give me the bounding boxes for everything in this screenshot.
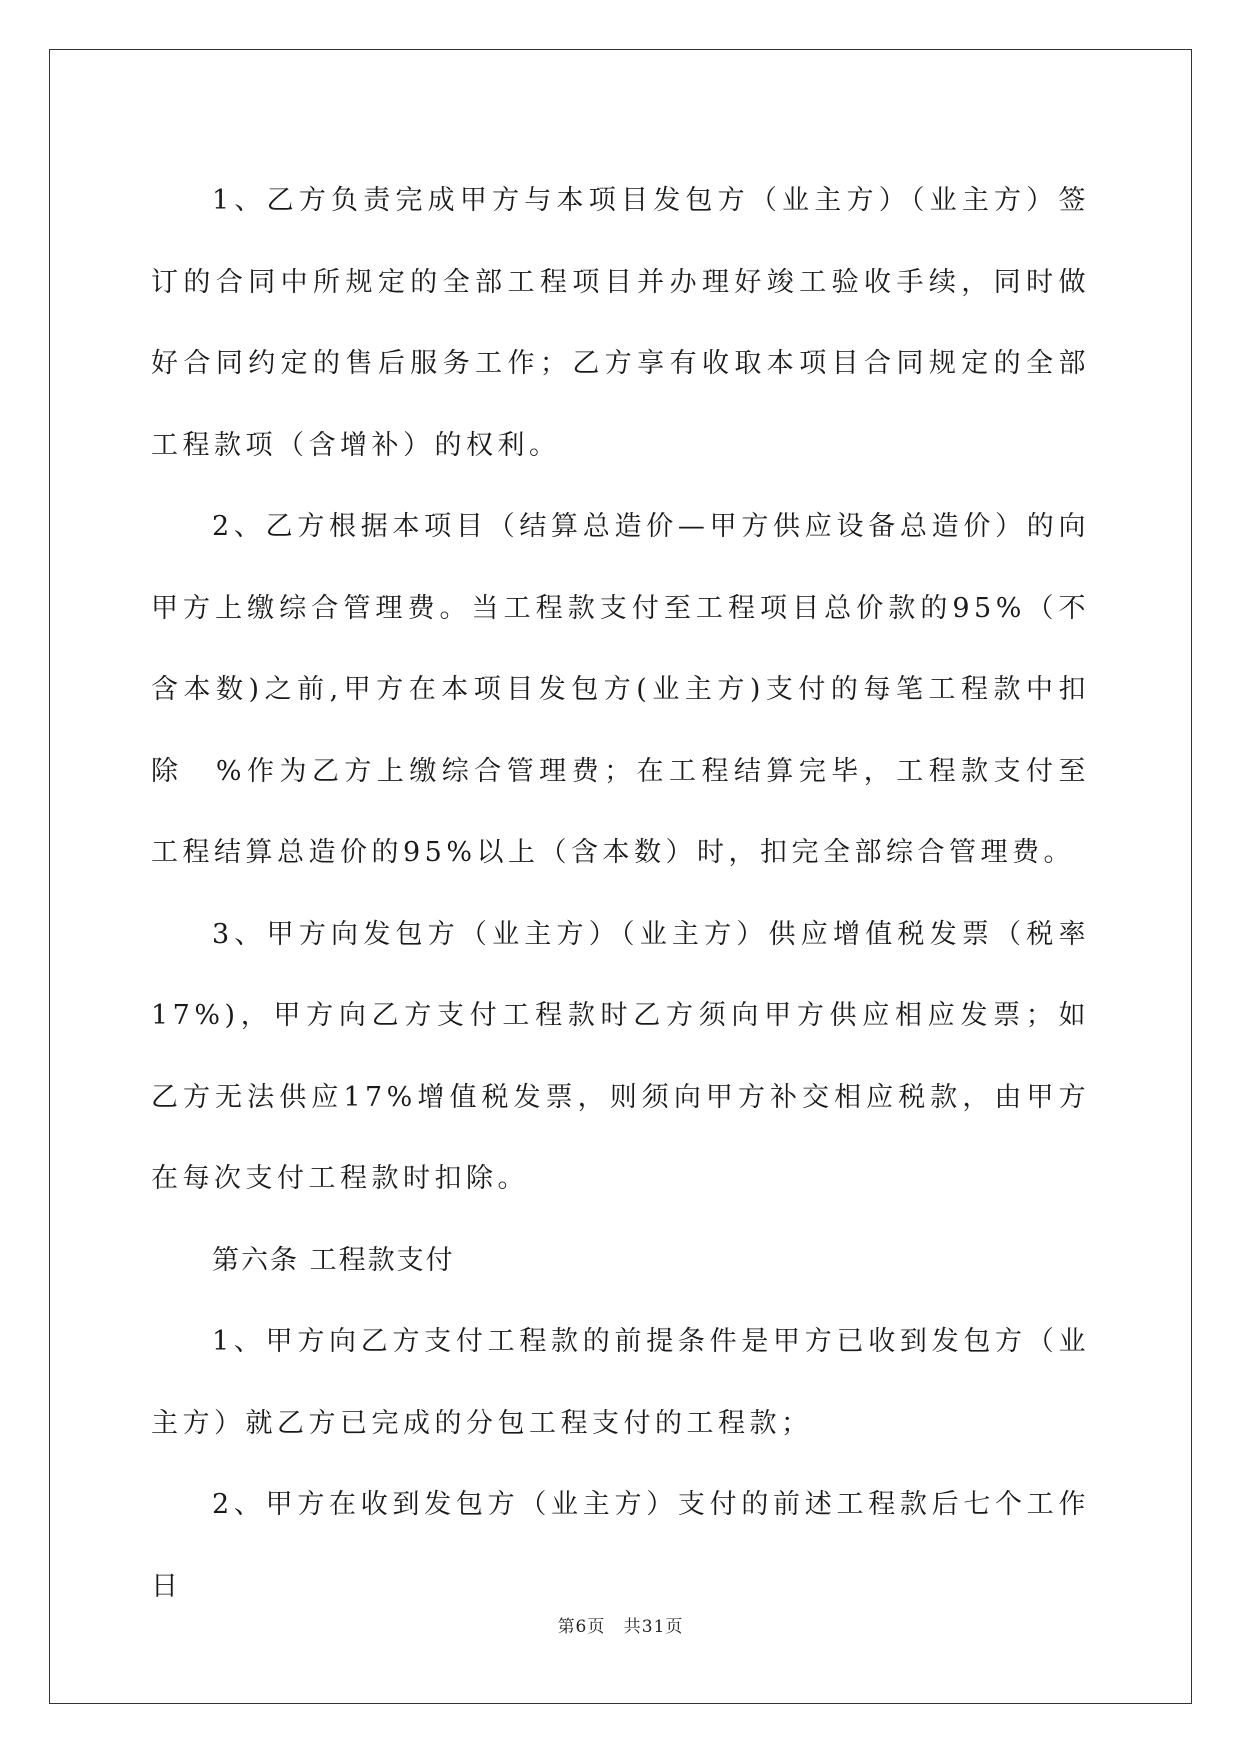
- clause-paragraph-3: 3、甲方向发包方（业主方）（业主方）供应增值税发票（税率17%)，甲方向乙方支付工程款时乙方须向甲方供应相应发票；如乙方无法供应17%增值税发票，则须向甲方补交相应税款，由甲方在每次支付工程款时扣除。: [151, 918, 1090, 1194]
- clause-paragraph-1: 1、乙方负责完成甲方与本项目发包方（业主方）（业主方）签订的合同中所规定的全部工程项目并办理好竣工验收手续，同时做好合同约定的售后服务工作；乙方享有收取本项目合同规定的全部工程款项（含增补）的权利。: [151, 185, 1090, 461]
- page-number: 第6页: [557, 1617, 606, 1637]
- page-total: 共31页: [623, 1617, 684, 1637]
- payment-paragraph-2: 2、甲方在收到发包方（业主方）支付的前述工程款后七个工作日: [151, 1489, 1090, 1602]
- document-body: [151, 160, 1090, 1627]
- clause-paragraph-2: 2、乙方根据本项目（结算总造价—甲方供应设备总造价）的向甲方上缴综合管理费。当工程款支付至工程项目总价款的95%（不含本数)之前,甲方在本项目发包方(业主方)支付的每笔工程款中扣除 %作为乙方上缴综合管理费；在工程结算完毕，工程款支付至工程结算总造价的95%以上（含本数）时，扣完全部综合管理费。: [151, 511, 1090, 868]
- payment-paragraph-1: 1、甲方向乙方支付工程款的前提条件是甲方已收到发包方（业主方）就乙方已完成的分包工程支付的工程款；: [151, 1326, 1090, 1439]
- section-heading: 第六条 工程款支付: [212, 1244, 455, 1276]
- page-footer: [0, 1612, 1241, 1637]
